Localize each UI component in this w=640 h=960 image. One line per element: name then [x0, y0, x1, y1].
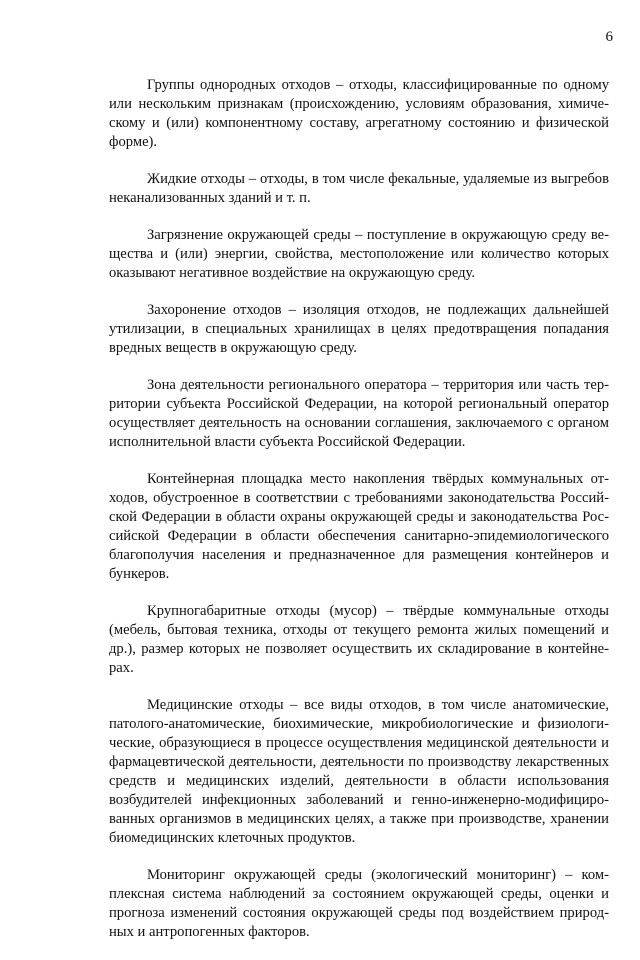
- definition-paragraph: Контейнерная площадка место накопления твёрдых коммунальных отходов, обустроенное в соответствии с требованиями законодательства Российской Федерации в области охраны окружающей среды и законодательства Российской Федерации в области обеспечения санитарно-эпидемиологического благополучия населения и предназначенное для размещения контейнеров и бункеров.: [109, 471, 609, 582]
- definition-paragraph: Медицинские отходы – все виды отходов, в том числе анатомические, патолого-анатомические, биохимические, микробиологические и физиологические, образующиеся в процессе осуществления медицинской деятельности и фармацевтической деятельности, деятельности по производству лекарственных средств и медицинских изделий, деятельности в области использования возбудителей инфекционных заболеваний и генно-инженерно-модифицированных организмов в медицинских целях, а также при производстве, хранении биомедицинских клеточных продуктов.: [109, 697, 609, 846]
- definition-paragraph: Группы однородных отходов – отходы, классифицированные по одному или нескольким признакам (происхождению, условиям образования, химическому и (или) компонентному составу, агрегатному состоянию и физической форме).: [109, 77, 609, 150]
- page-content: [109, 76, 609, 960]
- definition-paragraph: Зона деятельности регионального оператора – территория или часть территории субъекта Российской Федерации, на которой региональный оператор осуществляет деятельность на основании соглашения, заключаемого с органом исполнительной власти субъекта Российской Федерации.: [109, 377, 609, 450]
- definition-paragraph: Крупногабаритные отходы (мусор) – твёрдые коммунальные отходы (мебель, бытовая техника, отходы от текущего ремонта жилых помещений и др.), размер которых не позволяет осуществить их складирование в контейнерах.: [109, 603, 609, 676]
- page-number: 6: [605, 29, 613, 45]
- definition-paragraph: Жидкие отходы – отходы, в том числе фекальные, удаляемые из выгребов неканализованных зданий и т. п.: [109, 171, 609, 206]
- definition-paragraph: Загрязнение окружающей среды – поступление в окружающую среду вещества и (или) энергии, свойства, местоположение или количество которых оказывают негативное воздействие на окружающую среду.: [109, 227, 609, 281]
- definition-paragraph: Захоронение отходов – изоляция отходов, не подлежащих дальнейшей утилизации, в специальных хранилищах в целях предотвращения попадания вредных веществ в окружающую среду.: [109, 302, 609, 356]
- definition-paragraph: Мониторинг окружающей среды (экологический мониторинг) – комплексная система наблюдений за состоянием окружающей среды, оценки и прогноза изменений состояния окружающей среды под воздействием природных и антропогенных факторов.: [109, 867, 609, 940]
